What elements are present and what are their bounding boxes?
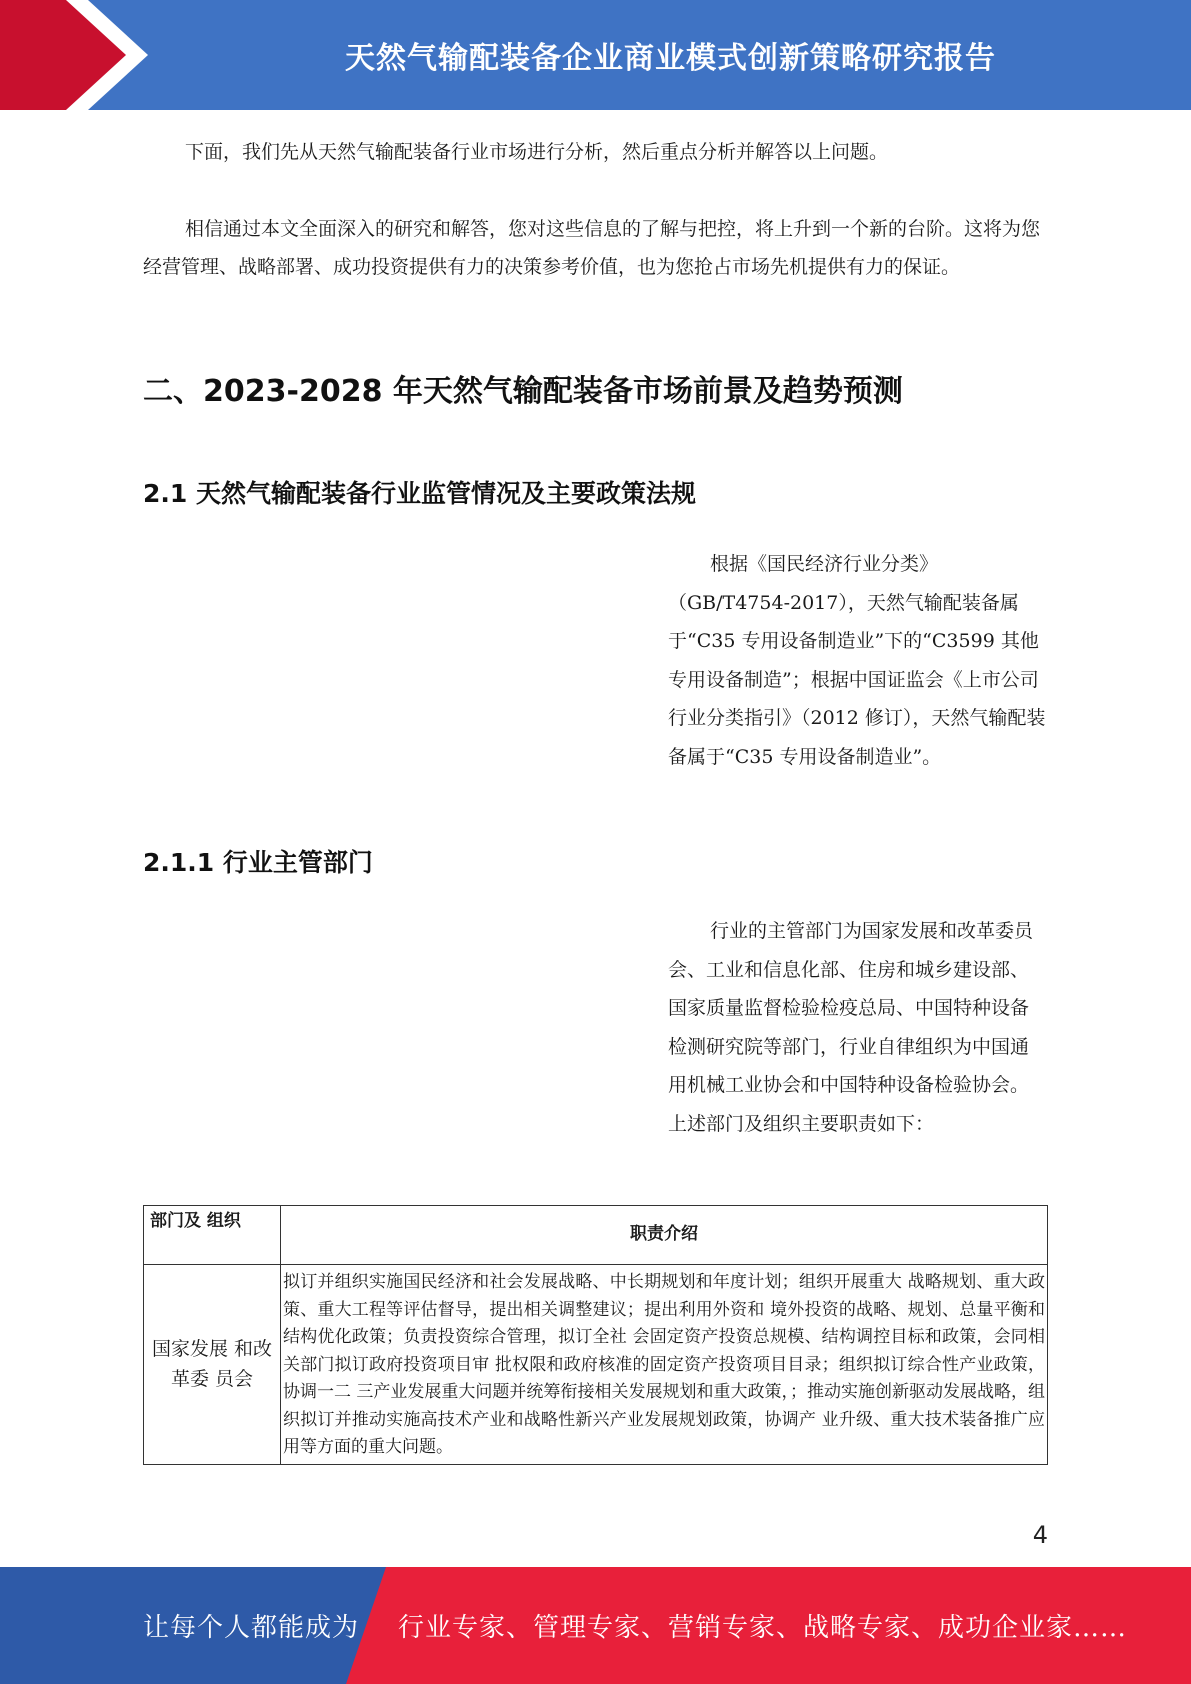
footer-slogan-right: 行业专家、管理专家、营销专家、战略专家、成功企业家……	[398, 1613, 1128, 1643]
header-duty: 职责介绍	[281, 1206, 1048, 1265]
section-2-heading: 二、2023-2028 年天然气输配装备市场前景及趋势预测	[143, 374, 903, 409]
header-banner	[0, 0, 1191, 110]
header-dept: 部门及 组织	[144, 1206, 281, 1265]
table-row	[144, 1265, 1048, 1465]
dept-cell: 国家发展 和改革委 员会	[144, 1265, 281, 1465]
section-2-1-1-text: 行业的主管部门为国家发展和改革委员会、工业和信息化部、住房和城乡建设部、国家质量监督检验检疫总局、中国特种设备检测研究院等部门，行业自律组织为中国通用机械工业协会和中国特种设备检验协会。上述部门及组织主要职责如下：	[668, 920, 1034, 1135]
report-title: 天然气输配装备企业商业模式创新策略研究报告	[345, 41, 996, 76]
section-2-1-text: 根据《国民经济行业分类》（GB/T4754-2017），天然气输配装备属于“C35 专用设备制造业”下的“C3599 其他专用设备制造”；根据中国证监会《上市公司行业分类指引》（2012 修订），天然气输配装备属于“C35 专用设备制造业”。	[668, 553, 1046, 768]
duties-table	[143, 1205, 1048, 1465]
footer-banner	[0, 1567, 1191, 1684]
intro-paragraph-2: 相信通过本文全面深入的研究和解答，您对这些信息的了解与把控，将上升到一个新的台阶。这将为您经营管理、战略部署、成功投资提供有力的决策参考价值，也为您抢占市场先机提供有力的保证。	[143, 218, 1041, 278]
section-2-1-heading: 2.1 天然气输配装备行业监管情况及主要政策法规	[143, 479, 696, 508]
footer-slogan-left: 让每个人都能成为	[143, 1613, 360, 1643]
page-number: 4	[1032, 1521, 1048, 1549]
chevron-arrow-icon	[0, 0, 160, 110]
table-header-row	[144, 1206, 1048, 1265]
section-2-1-1-heading: 2.1.1 行业主管部门	[143, 848, 373, 877]
intro-paragraph-1: 下面，我们先从天然气输配装备行业市场进行分析，然后重点分析并解答以上问题。	[185, 141, 889, 163]
duty-cell: 拟订并组织实施国民经济和社会发展战略、中长期规划和年度计划；组织开展重大 战略规划、重大政策、重大工程等评估督导，提出相关调整建议；提出利用外资和 境外投资的战略、规划、总量平衡和结构优化政策；负责投资综合管理，拟订全社 会固定资产投资总规模、结构调控目标和政策，会同相关部门拟订政府投资项目审 批权限和政府核准的固定资产投资项目目录；组织拟订综合性产业政策，协调一二 三产业发展重大问题并统筹衔接相关发展规划和重大政策，；推动实施创新驱动发展战略，组织拟订并推动实施高技术产业和战略性新兴产业发展规划政策，协调产 业升级、重大技术装备推广应用等方面的重大问题。	[281, 1265, 1048, 1465]
